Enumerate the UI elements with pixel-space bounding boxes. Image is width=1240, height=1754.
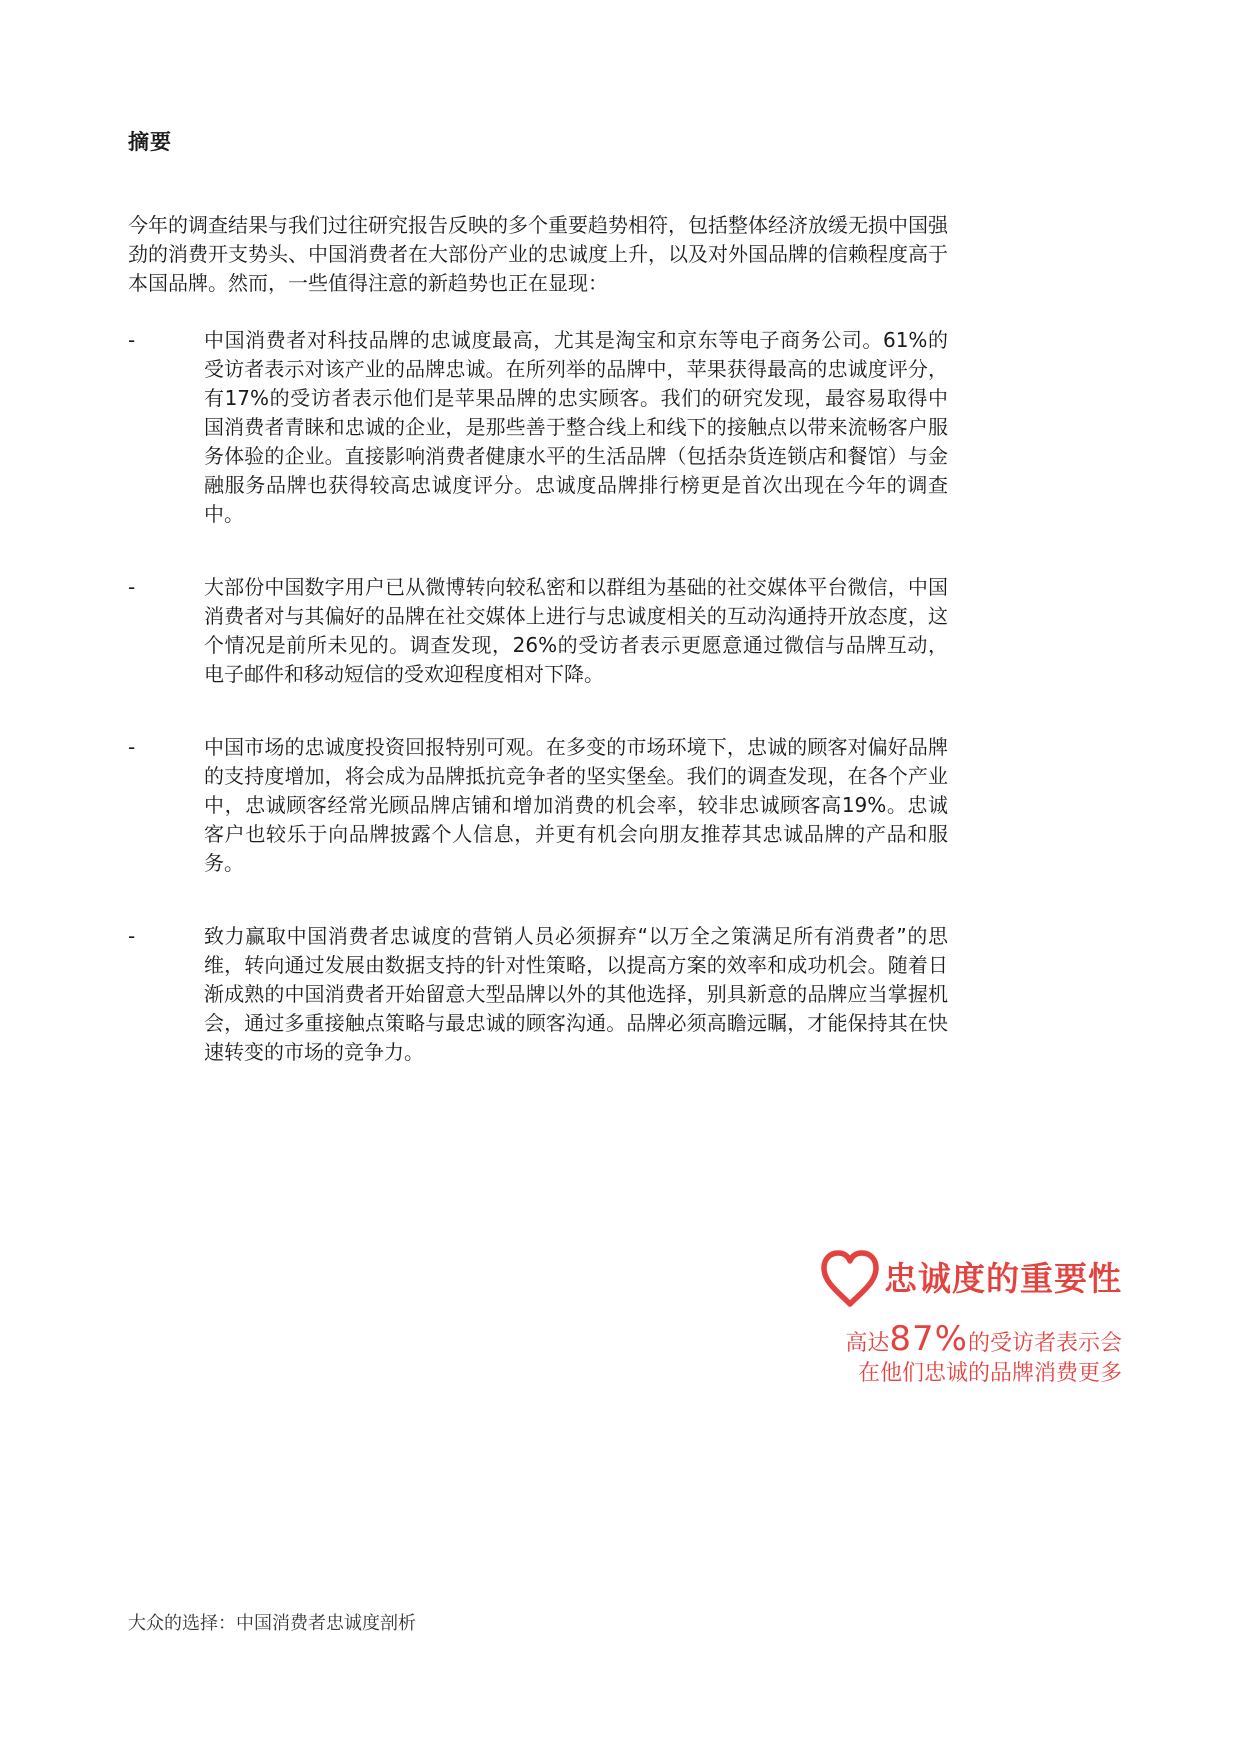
- stat-suffix: 的受访者表示会: [967, 1331, 1122, 1356]
- callout-header: [802, 1248, 1122, 1310]
- callout-title: 忠诚度的重要性: [884, 1259, 1122, 1298]
- stat-number: 87%: [889, 1319, 968, 1359]
- bullet-marker: -: [128, 735, 136, 759]
- callout-stat: [802, 1319, 1122, 1389]
- footer-title: 大众的选择：中国消费者忠诚度剖析: [128, 1613, 416, 1634]
- page-title: 摘要: [128, 130, 172, 154]
- list-item: [128, 326, 948, 529]
- list-item: [128, 573, 948, 689]
- list-item: [128, 733, 948, 878]
- stat-line-1: [802, 1319, 1122, 1359]
- bullet-marker: -: [128, 328, 136, 352]
- bullet-marker: -: [128, 924, 136, 948]
- bullet-marker: -: [128, 575, 136, 599]
- loyalty-callout: [802, 1248, 1122, 1389]
- stat-line-2: 在他们忠诚的品牌消费更多: [857, 1361, 1122, 1386]
- bullet-text: 致力赢取中国消费者忠诚度的营销人员必须摒弃“以万全之策满足所有消费者”的思维，转向通过发展由数据支持的针对性策略，以提高方案的效率和成功机会。随着日渐成熟的中国消费者开始留意大型品牌以外的其他选择，别具新意的品牌应当掌握机会，通过多重接触点策略与最忠诚的顾客沟通。品牌必须高瞻远瞩，才能保持其在快速转变的市场的竞争力。: [204, 924, 948, 1064]
- list-item: [128, 922, 948, 1067]
- findings-list: [128, 326, 948, 1111]
- stat-prefix: 高达: [845, 1331, 890, 1356]
- bullet-text: 中国市场的忠诚度投资回报特别可观。在多变的市场环境下，忠诚的顾客对偏好品牌的支持度增加，将会成为品牌抵抗竞争者的坚实堡垒。我们的调查发现，在各个产业中，忠诚顾客经常光顾品牌店铺和增加消费的机会率，较非忠诚顾客高19%。忠诚客户也较乐于向品牌披露个人信息，并更有机会向朋友推荐其忠诚品牌的产品和服务。: [204, 735, 948, 875]
- bullet-text: 大部份中国数字用户已从微博转向较私密和以群组为基础的社交媒体平台微信，中国消费者对与其偏好的品牌在社交媒体上进行与忠诚度相关的互动沟通持开放态度，这个情况是前所未见的。调查发现，26%的受访者表示更愿意通过微信与品牌互动，电子邮件和移动短信的受欢迎程度相对下降。: [204, 575, 948, 686]
- heart-icon: [818, 1248, 882, 1310]
- intro-paragraph: 今年的调查结果与我们过往研究报告反映的多个重要趋势相符，包括整体经济放缓无损中国强劲的消费开支势头、中国消费者在大部份产业的忠诚度上升，以及对外国品牌的信赖程度高于本国品牌。然而，一些值得注意的新趋势也正在显现：: [128, 213, 948, 295]
- bullet-text: 中国消费者对科技品牌的忠诚度最高，尤其是淘宝和京东等电子商务公司。61%的受访者表示对该产业的品牌忠诚。在所列举的品牌中，苹果获得最高的忠诚度评分，有17%的受访者表示他们是苹果品牌的忠实顾客。我们的研究发现，最容易取得中国消费者青睐和忠诚的企业，是那些善于整合线上和线下的接触点以带来流畅客户服务体验的企业。直接影响消费者健康水平的生活品牌（包括杂货连锁店和餐馆）与金融服务品牌也获得较高忠诚度评分。忠诚度品牌排行榜更是首次出现在今年的调查中。: [204, 328, 948, 526]
